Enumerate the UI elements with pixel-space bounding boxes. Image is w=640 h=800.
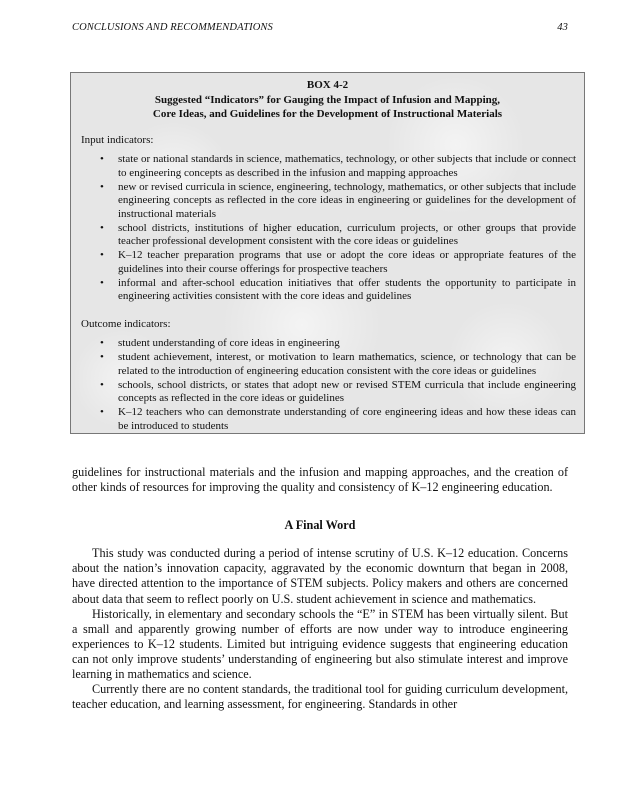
section-heading: A Final Word — [284, 518, 356, 533]
list-item: • state or national standards in science, mathematics, technology, or other subjects that include or connect to engineering concepts as described in the infusion and mapping approaches — [71, 153, 584, 180]
list-item: • K–12 teachers who can demonstrate understanding of core engineering ideas and how these ideas can be introduced to students — [71, 406, 584, 433]
paragraph: This study was conducted during a period of intense scrutiny of U.S. K–12 education. Concerns about the nation’s innovation capacity, aggravated by the economic downturn that began in 2008, have directed attention to the importance of STEM subjects. Policy makers and others are concerned about data that seem to reflect poorly on U.S. student achievement in science and mathematics. — [72, 546, 568, 606]
running-title: CONCLUSIONS AND RECOMMENDATIONS — [72, 22, 273, 33]
page-number: 43 — [557, 22, 568, 33]
box-title-line-2: Core Ideas, and Guidelines for the Development of Instructional Materials — [152, 108, 503, 120]
list-item: • K–12 teacher preparation programs that use or adopt the core ideas or appropriate features of the guidelines into their course offerings for prospective teachers — [71, 249, 584, 276]
box-title-line-1: Suggested “Indicators” for Gauging the Impact of Infusion and Mapping, — [154, 93, 501, 106]
list-item: • new or revised curricula in science, engineering, technology, mathematics, or other subjects that include engineering concepts as reflected in the core ideas in engineering or guidelines for the development of instructional materials — [71, 181, 584, 222]
input-indicators-list — [71, 153, 584, 304]
outcome-indicators-heading: Outcome indicators: — [81, 317, 171, 330]
list-item: • informal and after-school education initiatives that offer students the opportunity to participate in engineering activities consistent with the core ideas and guidelines — [71, 277, 584, 304]
list-item: • schools, school districts, or states that adopt new or revised STEM curricula that include engineering concepts as reflected in the core ideas or guidelines — [71, 379, 584, 406]
running-header — [72, 22, 568, 33]
list-item: • student achievement, interest, or motivation to learn mathematics, science, or technology that can be related to the introduction of engineering education consistent with the core ideas or guidelines — [71, 351, 584, 378]
box-title — [71, 78, 584, 122]
continuation-paragraph: guidelines for instructional materials and the infusion and mapping approaches, and the creation of other kinds of resources for improving the quality and consistency of K–12 engineering education. — [72, 465, 568, 495]
outcome-indicators-list — [71, 337, 584, 433]
input-indicators-heading: Input indicators: — [81, 133, 154, 146]
box-4-2 — [70, 72, 585, 434]
list-item: • student understanding of core ideas in engineering — [71, 337, 584, 351]
list-item: • school districts, institutions of higher education, curriculum projects, or other groups that provide teacher professional development consistent with the core ideas or guidelines — [71, 222, 584, 249]
box-label: BOX 4-2 — [306, 79, 349, 91]
paragraph: Historically, in elementary and secondary schools the “E” in STEM has been virtually silent. But a small and apparently growing number of efforts are now under way to introduce engineering experiences to K–12 students. Limited but intriguing evidence suggests that engineering education can not only improve students’ understanding of engineering but also stimulate interest and improve learning in mathematics and science. — [72, 606, 568, 682]
body-text — [72, 465, 568, 712]
paragraph: Currently there are no content standards, the traditional tool for guiding curriculum development, teacher education, and learning assessment, for engineering. Standards in other — [72, 682, 568, 712]
